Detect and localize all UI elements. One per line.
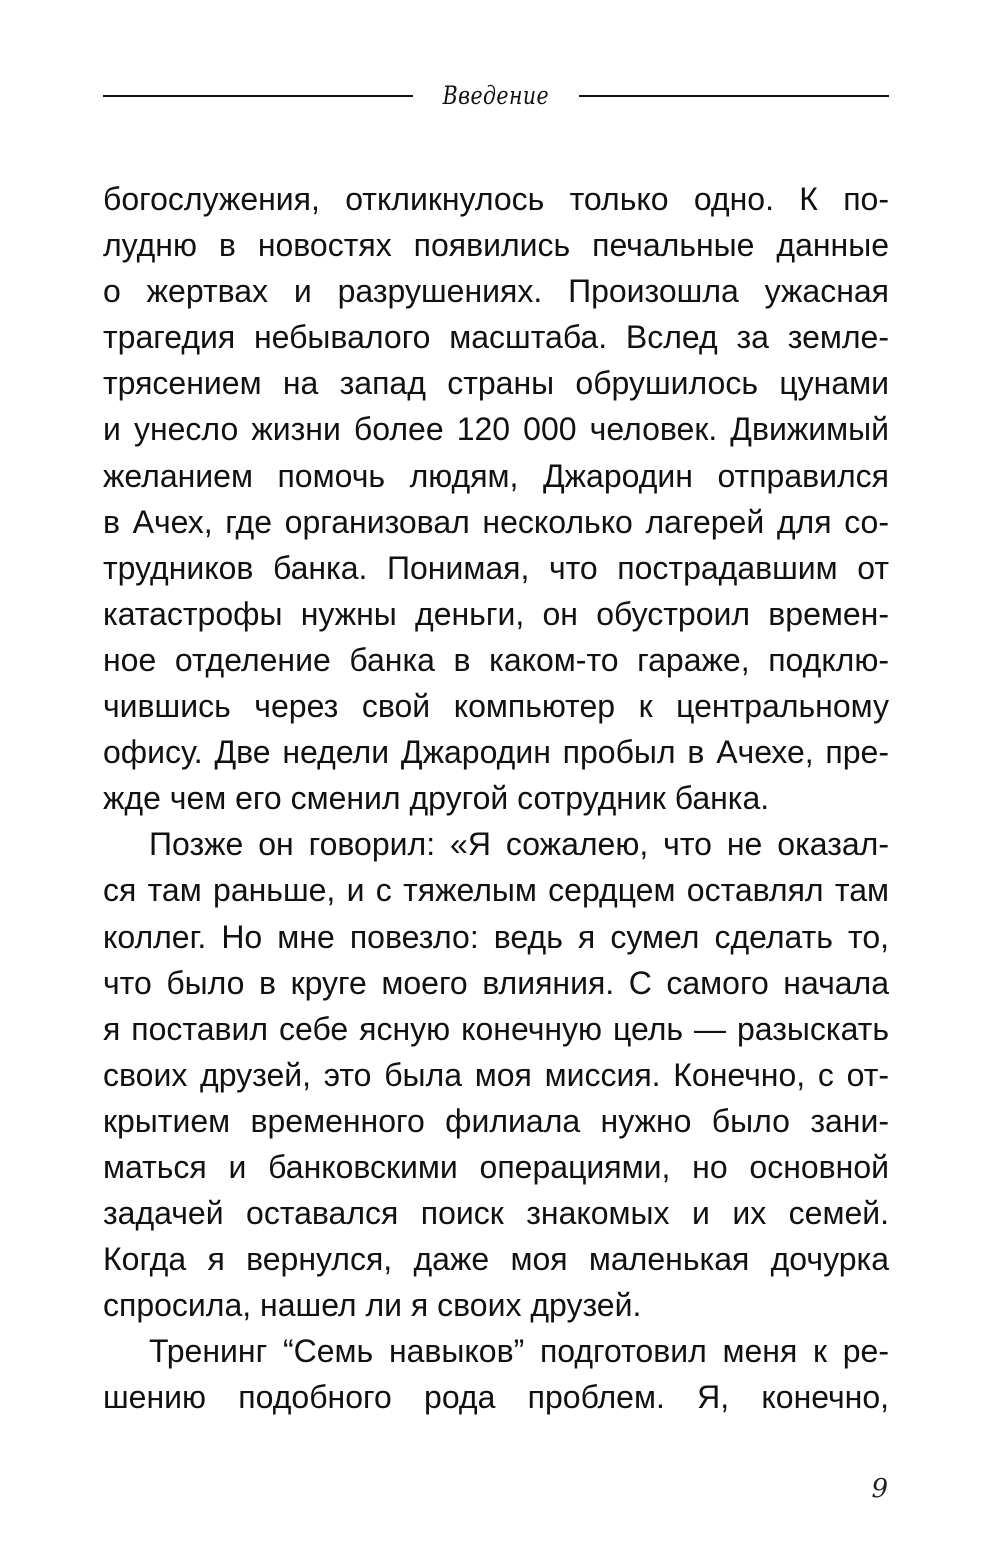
text-line: богослужения, откликнулось только одно. К по- bbox=[103, 181, 889, 217]
text-line: Тренинг “Семь навыков” подготовил меня к ре- bbox=[149, 1333, 889, 1370]
text-line: трагедия небывалого масштаба. Вслед за земле- bbox=[103, 319, 889, 356]
text-line: Когда я вернулся, даже моя маленькая дочурка bbox=[103, 1241, 889, 1278]
header-rule-left bbox=[103, 95, 413, 97]
text-line: шению подобного рода проблем. Я, конечно, bbox=[103, 1379, 889, 1416]
text-line: ное отделение банка в каком-то гараже, подклю- bbox=[103, 641, 889, 678]
page-number: 9 bbox=[871, 1474, 888, 1504]
text-line: я поставил себе ясную конечную цель — разыскать bbox=[103, 1010, 889, 1047]
text-line: катастрофы нужны деньги, он обустроил времен- bbox=[103, 595, 889, 632]
text-line: чившись через свой компьютер к центральному bbox=[103, 688, 889, 725]
running-title: Введение bbox=[442, 81, 550, 110]
text-line: желанием помочь людям, Джародин отправился bbox=[103, 457, 889, 494]
text-line: задачей оставался поиск знакомых и их семей. bbox=[103, 1195, 889, 1232]
text-line: лудню в новостях появились печальные данные bbox=[103, 227, 889, 264]
text-line: трясением на запад страны обрушилось цунами bbox=[103, 365, 889, 402]
running-header bbox=[103, 78, 889, 114]
text-line: Позже он говорил: «Я сожалею, что не оказал- bbox=[149, 826, 889, 863]
page-body bbox=[103, 176, 889, 1421]
text-line: что было в круге моего влияния. С самого начала bbox=[103, 964, 889, 1001]
text-line: трудников банка. Понимая, что пострадавшим от bbox=[103, 549, 889, 586]
text-line: и унесло жизни более 120 000 человек. Движимый bbox=[103, 411, 889, 448]
text-line: в Ачех, где организовал несколько лагерей для со- bbox=[103, 503, 889, 540]
text-line: своих друзей, это была моя миссия. Конечно, с от- bbox=[103, 1056, 889, 1093]
text-line: крытием временного филиала нужно было зани- bbox=[103, 1102, 889, 1139]
text-line: спросила, нашел ли я своих друзей. bbox=[103, 1287, 642, 1324]
text-line: жде чем его сменил другой сотрудник банка. bbox=[103, 780, 770, 817]
header-rule-right bbox=[579, 95, 889, 97]
text-line: о жертвах и разрушениях. Произошла ужасная bbox=[103, 273, 889, 310]
text-line: ся там раньше, и с тяжелым сердцем оставлял там bbox=[103, 872, 889, 909]
text-line: маться и банковскими операциями, но основной bbox=[103, 1148, 889, 1185]
text-line: офису. Две недели Джародин пробыл в Ачехе, пре- bbox=[103, 734, 889, 771]
text-line: коллег. Но мне повезло: ведь я сумел сделать то, bbox=[103, 918, 889, 955]
